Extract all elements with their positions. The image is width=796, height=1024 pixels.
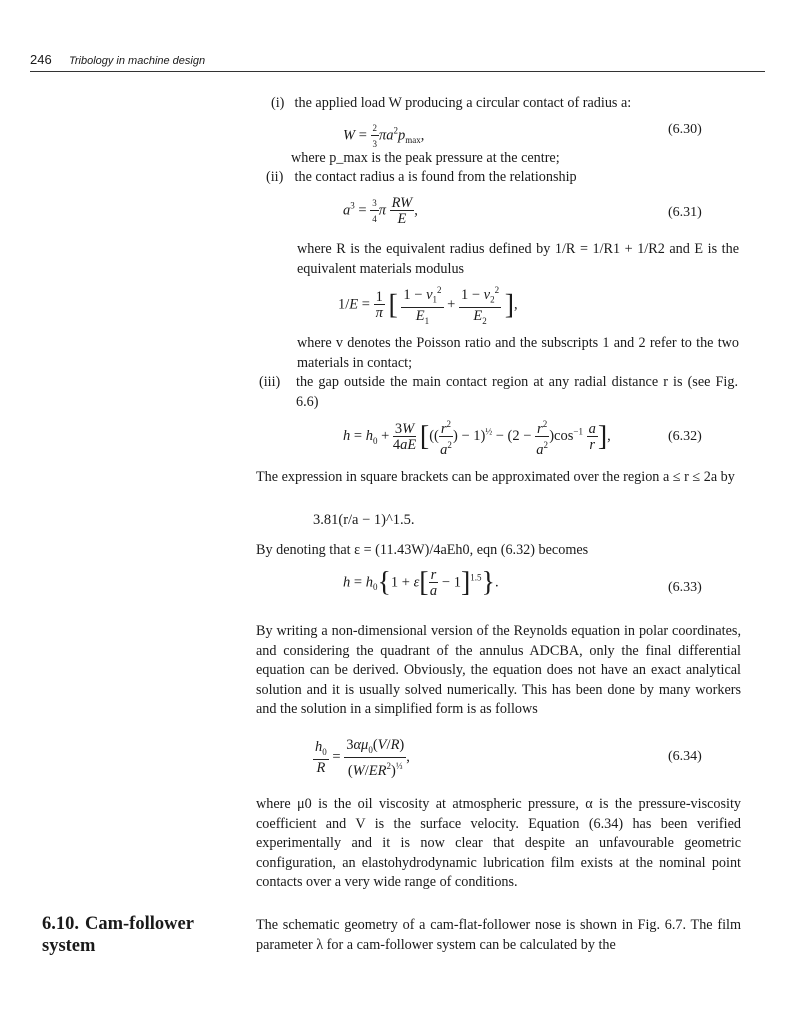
section-title-line-2: system xyxy=(42,936,96,956)
equation-6-30: W = $\frac{2}{3}$ $\pi a^2p_{max}$, xyxy=(343,123,425,149)
equation-modulus: 1/E = $\frac{1}{\pi}$ [ $\frac{1 - v_1^2}{E_1}$ + $\frac{1 - v_2^2}{E_2}$ ], xyxy=(338,285,518,326)
list-item-iii xyxy=(255,373,741,412)
item-i-note: where p_max is the peak pressure at the centre; xyxy=(291,150,560,166)
equation-number: (6.31) xyxy=(668,205,702,220)
section-title-line-1: Cam-follower xyxy=(85,914,194,934)
page-number: 246 xyxy=(30,52,52,67)
book-title: Tribology in machine design xyxy=(68,55,206,67)
running-header xyxy=(30,52,205,68)
section-number: 6.10. xyxy=(42,914,79,934)
list-item-i xyxy=(255,94,631,114)
item-marker: (ii) xyxy=(266,169,284,185)
equation-number: (6.34) xyxy=(668,749,702,764)
item-ii-note-2: where v denotes the Poisson ratio and the subscripts 1 and 2 refer to the two materials in contact; xyxy=(297,335,739,371)
equation-number: (6.30) xyxy=(668,122,702,137)
item-marker: (i) xyxy=(271,95,285,111)
item-text: the gap outside the main contact region at any radial distance r is (see Fig. 6.6) xyxy=(296,374,738,410)
equation-6-32: $h = h_0$ + $\frac{3W}{4aE}$ [(( $\frac{r^2}{a^2}$ ) − 1)$^{\frac{1}{2}}$ − (2 − $\frac{r^2}{a^2}$ )$\cos^{-1}$ $\frac{a}{r}$ ], xyxy=(343,419,611,458)
section-heading xyxy=(42,913,194,957)
paragraph-5: The schematic geometry of a cam-flat-follower nose is shown in Fig. 6.7. The film parameter λ for a cam-follower system can be calculated by the xyxy=(256,917,741,953)
item-ii-note-1: where R is the equivalent radius defined by 1/R = 1/R1 + 1/R2 and E is the equivalent materials modulus xyxy=(297,241,739,277)
equation-6-31: $a^3$ = $\frac{3}{4}$ π $\frac{RW}{E}$ , xyxy=(343,195,418,227)
paragraph-4: where μ0 is the oil viscosity at atmospheric pressure, α is the pressure-viscosity coefficient and V is the surface velocity. Equation (6.34) has been verified experimentally and it is now clear that despite an unfavourable geometric configuration, an elastohydrodynamic lubrication film exists at the nominal point contacts over a very wide range of conditions. xyxy=(256,796,741,890)
header-rule xyxy=(30,71,765,72)
item-marker: (iii) xyxy=(259,374,281,390)
equation-approx: 3.81(r/a − 1)^1.5. xyxy=(313,512,415,528)
list-item-ii xyxy=(255,168,577,188)
item-text: the applied load W producing a circular contact of radius a: xyxy=(294,95,632,111)
equation-number: (6.32) xyxy=(668,429,702,444)
equation-6-33: $h = h_0\{1 + \varepsilon$[ $\frac{r}{a}$ − 1]$^{1.5}$}. xyxy=(343,567,499,599)
paragraph-3: By writing a non-dimensional version of the Reynolds equation in polar coordinates, and considering the quadrant of the annulus ADCBA, only the final differential equation can be derived. Obviously, the equation does not have an exact analytical solution and it is usually solved numerically. This has been done by many workers and the solution in a simplified form is as follows xyxy=(256,623,741,717)
item-text: the contact radius a is found from the relationship xyxy=(294,169,577,185)
paragraph-1: The expression in square brackets can be approximated over the region a ≤ r ≤ 2a by xyxy=(256,469,735,485)
equation-number: (6.33) xyxy=(668,580,702,595)
paragraph-2: By denoting that ε = (11.43W)/4aEh0, eqn (6.32) becomes xyxy=(256,542,589,558)
equation-6-34: $\frac{h_0}{R}$ = $\frac{3\alpha\mu_0(V/R)}{(W/ER^2)^{\frac{1}{3}}}$ , xyxy=(315,737,410,779)
